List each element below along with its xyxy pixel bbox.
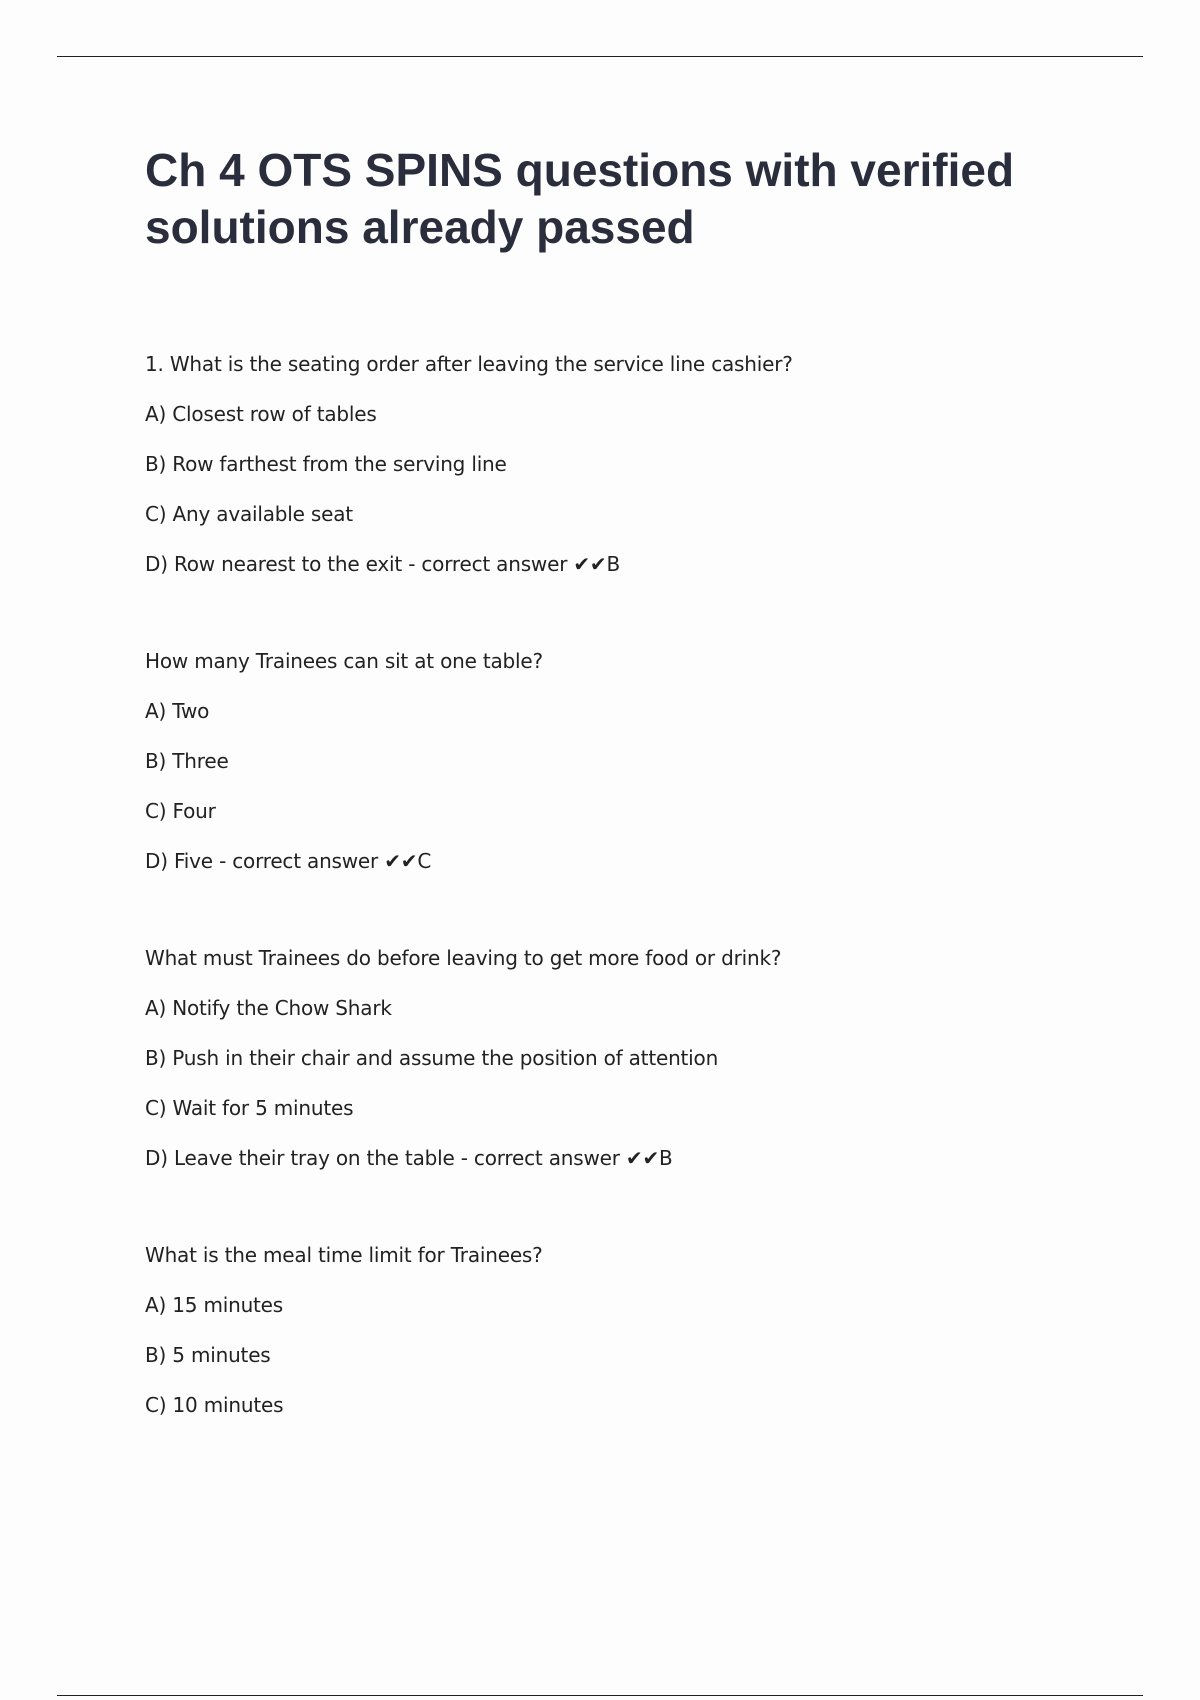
question-block — [145, 648, 1105, 898]
top-divider — [57, 56, 1143, 57]
question-text: 1. What is the seating order after leaving the service line cashier? — [145, 352, 793, 376]
question-block — [145, 1242, 1105, 1442]
answer-option: C) 10 minutes — [145, 1393, 284, 1417]
answer-option: C) Any available seat — [145, 502, 353, 526]
answer-option-with-answer: D) Leave their tray on the table - correct answer ✔✔B — [145, 1146, 673, 1170]
answer-option-with-answer: D) Five - correct answer ✔✔C — [145, 849, 432, 873]
answer-option: B) Three — [145, 749, 229, 773]
answer-option: B) 5 minutes — [145, 1343, 271, 1367]
answer-option: B) Row farthest from the serving line — [145, 452, 507, 476]
question-text: How many Trainees can sit at one table? — [145, 649, 543, 673]
question-text: What must Trainees do before leaving to get more food or drink? — [145, 946, 782, 970]
answer-option: B) Push in their chair and assume the position of attention — [145, 1046, 719, 1070]
answer-option: C) Four — [145, 799, 216, 823]
question-list — [145, 351, 1105, 1442]
question-block — [145, 351, 1105, 601]
answer-option: A) 15 minutes — [145, 1293, 284, 1317]
question-block — [145, 945, 1105, 1195]
document-title: Ch 4 OTS SPINS questions with verified solutions already passed — [145, 144, 1015, 253]
document-body — [145, 142, 1105, 1489]
bottom-divider — [57, 1695, 1143, 1696]
answer-option-with-answer: D) Row nearest to the exit - correct answer ✔✔B — [145, 552, 621, 576]
answer-option: A) Two — [145, 699, 210, 723]
answer-option: A) Notify the Chow Shark — [145, 996, 392, 1020]
question-text: What is the meal time limit for Trainees? — [145, 1243, 543, 1267]
answer-option: A) Closest row of tables — [145, 402, 377, 426]
answer-option: C) Wait for 5 minutes — [145, 1096, 354, 1120]
